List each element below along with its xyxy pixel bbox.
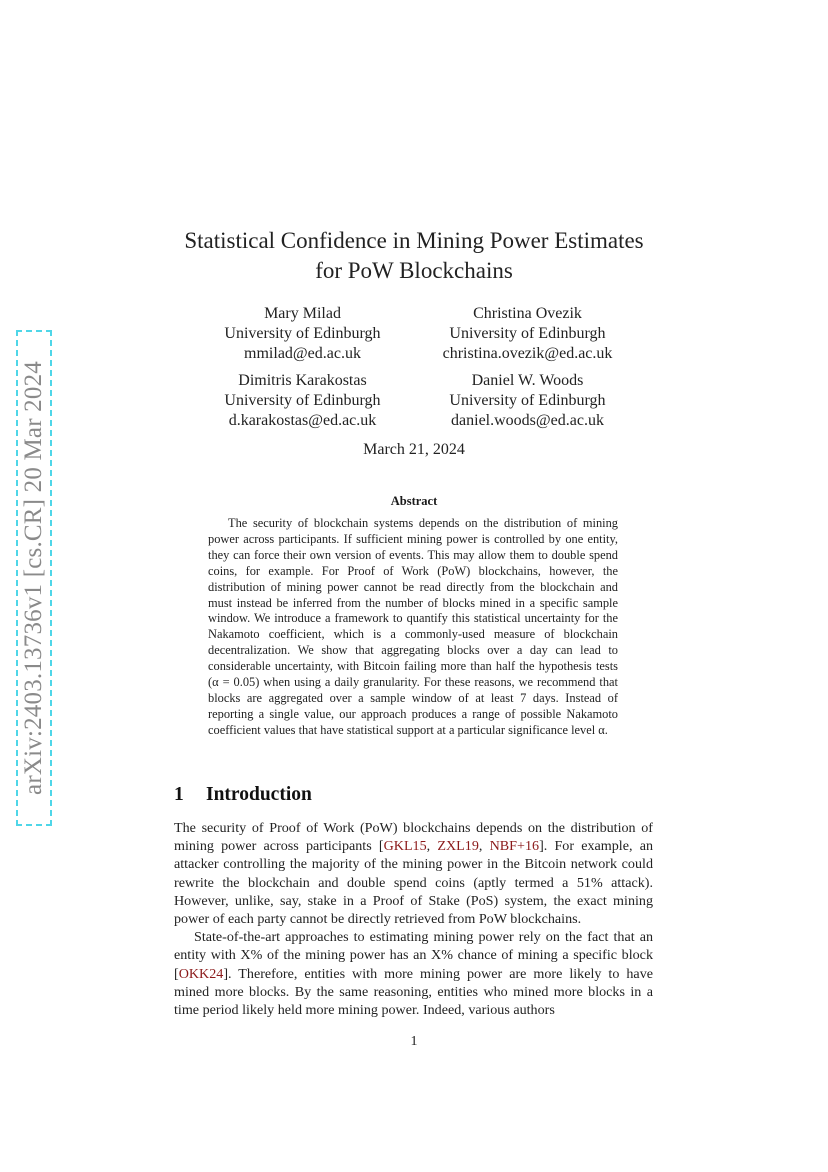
author (425, 371, 630, 431)
publication-date: March 21, 2024 (363, 441, 465, 458)
author-name: Christina Ovezik (473, 305, 582, 322)
author (200, 304, 405, 364)
title-line-2: for PoW Blockchains (315, 258, 513, 283)
citation-link[interactable]: NBF+16 (489, 838, 540, 855)
author-row (200, 371, 630, 431)
author-name: Dimitris Karakostas (238, 372, 367, 389)
author-affiliation: University of Edinburgh (449, 392, 606, 409)
author-affiliation: University of Edinburgh (224, 392, 381, 409)
paragraph (174, 819, 653, 928)
paragraph (174, 928, 653, 1019)
author-name: Mary Milad (264, 305, 341, 322)
page-number: 1 (410, 1034, 418, 1049)
arxiv-stamp (16, 330, 52, 826)
citation-link[interactable]: ZXL19 (437, 838, 479, 855)
author-block (200, 304, 630, 438)
author-affiliation: University of Edinburgh (449, 325, 606, 342)
paragraph-text: The security of Proof of Work (PoW) blockchains depends on the distribution of mining power across participants [ (174, 820, 653, 855)
paper-title (0, 226, 828, 286)
author-row (200, 304, 630, 364)
author-email: mmilad@ed.ac.uk (244, 345, 361, 362)
citation-link[interactable]: OKK24 (178, 965, 224, 982)
arxiv-identifier: arXiv:2403.13736v1 [cs.CR] 20 Mar 2024 (20, 361, 48, 795)
section-title: Introduction (206, 784, 312, 805)
paragraph-text: ]. For example, an attacker controlling the majority of the mining power in the Bitcoin network could rewrite the blockchain and double spend coins (aptly termed a 51% attack). However, unlike, say, stake in a Proof of Stake (PoS) system, the exact mining power of each party cannot be directly retrieved from PoW blockchains. (174, 838, 653, 928)
author-email: daniel.woods@ed.ac.uk (451, 412, 604, 429)
introduction-body (174, 819, 653, 1019)
section-heading (174, 784, 312, 806)
author-affiliation: University of Edinburgh (224, 325, 381, 342)
author (425, 304, 630, 364)
section-number: 1 (174, 784, 184, 805)
citation-separator: , (478, 838, 490, 855)
author-email: christina.ovezik@ed.ac.uk (442, 345, 613, 362)
title-line-1: Statistical Confidence in Mining Power Estimates (184, 228, 644, 253)
abstract-heading: Abstract (390, 494, 438, 508)
paragraph-text: ]. Therefore, entities with more mining power are more likely to have mined more blocks. By the same reasoning, entities who mined more blocks in a time period likely held more mining power. Indeed, various authors (174, 965, 653, 1019)
citation-separator: , (426, 838, 438, 855)
author-email: d.karakostas@ed.ac.uk (228, 412, 377, 429)
author (200, 371, 405, 431)
author-name: Daniel W. Woods (471, 372, 584, 389)
abstract-text: The security of blockchain systems depends on the distribution of mining power across participants. If sufficient mining power is controlled by one entity, they can force their own version of events. This may allow them to double spend coins, for example. For Proof of Work (PoW) blockchains, however, the distribution of mining power cannot be read directly from the blockchain and must instead be inferred from the number of blocks mined in a specific sample window. We introduce a framework to quantify this statistical uncertainty for the Nakamoto coefficient, which is a commonly-used measure of blockchain decentralization. We show that aggregating blocks over a day can lead to considerable uncertainty, with Bitcoin failing more than half the hypothesis tests (α = 0.05) when using a daily granularity. For these reasons, we recommend that blocks are aggregated over a sample window of at least 7 days. Instead of reporting a single value, our approach produces a range of possible Nakamoto coefficient values that have statistical support at a particular significance level α. (208, 516, 618, 737)
citation-link[interactable]: GKL15 (383, 838, 427, 855)
paragraph-text: State-of-the-art approaches to estimating mining power rely on the fact that an entity with X% of the mining power has an X% chance of mining a specific block [ (174, 929, 653, 982)
